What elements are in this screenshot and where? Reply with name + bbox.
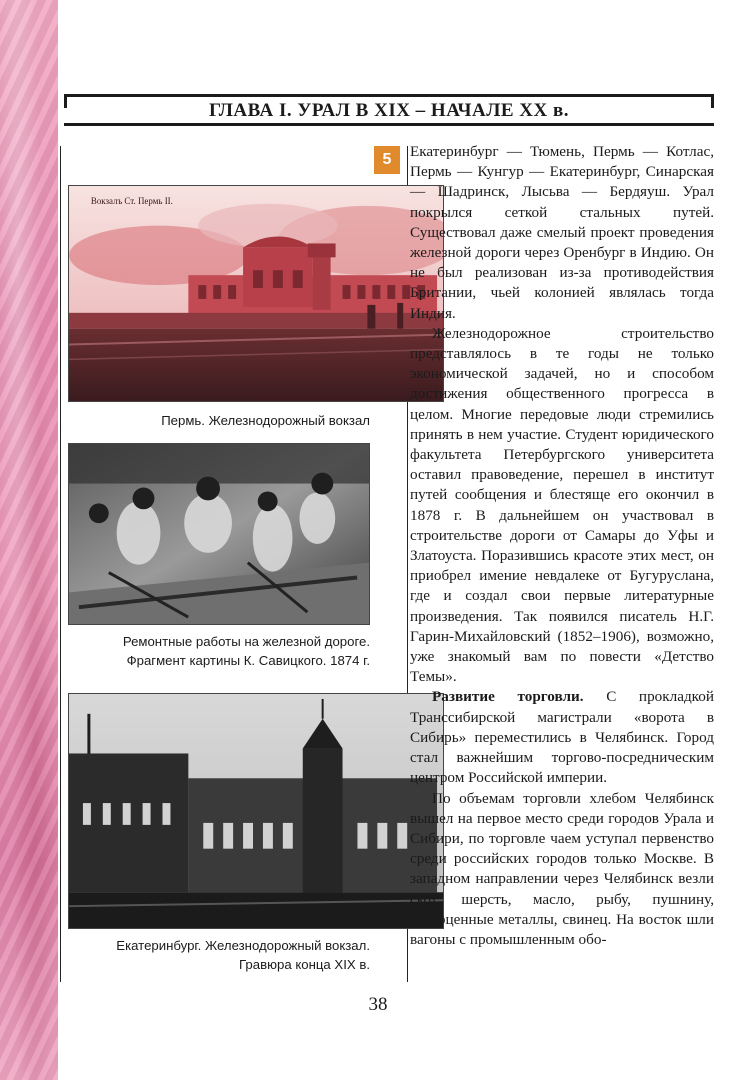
caption-perm-station xyxy=(161,411,370,430)
paragraph: Екатеринбург — Тюмень, Пермь — Котлас, Пермь — Кунгур — Екатеринбург, Синарская — Шадринск, Лысьва — Бердяуш. Урал покрылся сеткой стальных путей. Существовал даже смелый проект проведения железной дороги через Оренбург в Индию. Он не был реализован из-за противодействия Британии, чьей колонией являлась тогда Индия. xyxy=(410,143,714,322)
paragraph: Железнодорожное строительство представлялось в те годы не только экономической задачей, но и способом достижения общественного прогресса в целом. Многие передовые люди стремились принять в нем участие. Студент юридического факультета Петербургского университета оставил правоведение, перешел в институт путей сообщения и блестяще его окончил в 1878 г. В дальнейшем он участвовал в строительстве дороги от Самары до Уфы и Златоуста. Поразившись красоте этих мест, он приобрел имение невдалеке от Бугуруслана, где и создал свои первые литературные произведения. Так появился писатель Н.Г. Гарин-Михайловский (1852–1906), возможно, уже знакомый вам по повести «Детство Темы». xyxy=(410,324,714,686)
paragraph: По объемам торговли хлебом Челябинск вышел на первое место среди городов Урала и Сибири, по торговле чаем уступал первенство среди российских городов только Москве. В западном направлении через Челябинск везли скот, шерсть, масло, рыбу, пушнину, драгоценные металлы, свинец. На восток шли вагоны с промышленным обо- xyxy=(410,789,714,948)
photo-inscription: Вокзалъ Ст. Пермь II. xyxy=(90,195,173,206)
decorative-side-strip xyxy=(0,0,58,1080)
paragraph-text: С прокладкой Транссибирской магистрали «ворота в Сибирь» переместились в Челябинск. Город стал важнейшим торгово-посредническим центром Российской империи. xyxy=(410,688,715,787)
page-number: 38 xyxy=(368,994,388,1015)
perm-station-photo xyxy=(68,185,444,402)
paragraph-trade xyxy=(410,687,714,788)
caption-line: Екатеринбург. Железнодорожный вокзал. xyxy=(116,938,370,953)
caption-repair-painting xyxy=(123,632,370,670)
caption-line: Ремонтные работы на железной дороге. xyxy=(122,634,370,649)
railway-repair-painting xyxy=(68,443,370,625)
caption-line: Фрагмент картины К. Савицкого. 1874 г. xyxy=(126,653,370,668)
section-heading: Развитие торговли. xyxy=(432,688,584,706)
caption-line: Гравюра конца XIX в. xyxy=(239,957,370,972)
caption-line: Пермь. Железнодорожный вокзал xyxy=(161,413,370,428)
main-text-column xyxy=(382,142,715,950)
chapter-header xyxy=(64,94,714,126)
section-marker-badge: 5 xyxy=(374,146,400,174)
left-column-rule xyxy=(60,146,61,982)
caption-yekaterinburg-station xyxy=(116,936,370,974)
chapter-title: ГЛАВА I. УРАЛ В XIX – НАЧАЛЕ XX в. xyxy=(208,100,569,121)
yekaterinburg-station-engraving xyxy=(68,693,444,929)
